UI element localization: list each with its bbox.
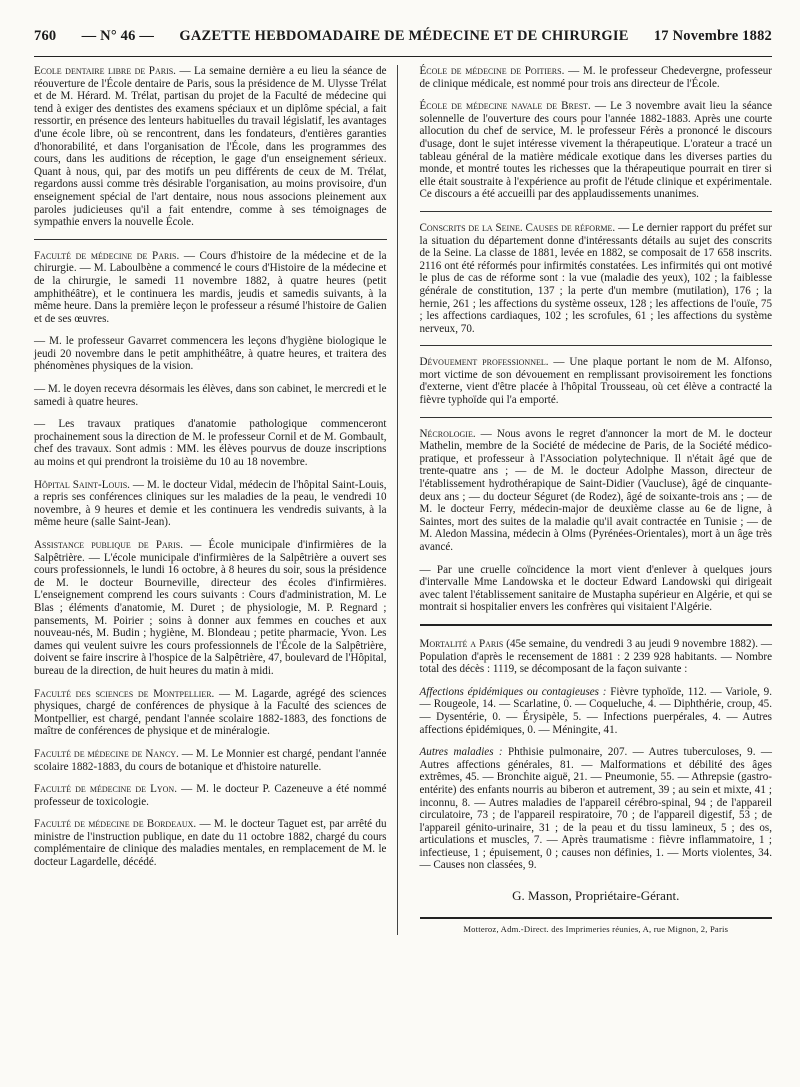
article: — M. le professeur Gavarret commencera les leçons d'hygiène biologique le jeudi 20 novembre dans le petit amphithéâtre, à quatre heures, et traitera des phénomènes physiques de la vision.	[34, 335, 387, 373]
article: Mortalité a Paris (45e semaine, du vendredi 3 au jeudi 9 novembre 1882). — Population d'après le recensement de 1881 : 2 239 928 habitants. — Nombre total des décès : 1119, se décomposant de la façon suivante :	[419, 637, 772, 676]
header-rule	[34, 56, 772, 57]
article: Autres maladies : Phthisie pulmonaire, 207. — Autres tuberculoses, 9. — Autres affections générales, 81. — Malformations et débilité des âges extrêmes, 45. — Bronchite aiguë, 21. — Pneumonie, 55. — Athrepsie (gastro-entérite) des enfants nourris au biberon et autrement, 39 ; au sein et mixte, 41 ; inconnu, 8. — Autres maladies de l'appareil cérébro-spinal, 94 ; de l'appareil circulatoire, 73 ; de l'appareil respiratoire, 70 ; de l'appareil digestif, 53 ; de l'appareil génito-urinaire, 31 ; de la peau et du tissu lamineux, 5 ; des os, articulations et muscles, 7. — Après traumatisme : fièvre inflammatoire, 1 ; infectieuse, 1 ; épuisement, 0 ; causes non définies, 1. — Morts violentes, 34. — Causes non classées, 9.	[419, 746, 772, 872]
article: Conscrits de la Seine. Causes de réforme. — Le dernier rapport du préfet sur la situation du département donne d'intéressants détails au sujet des conscrits de la Seine. La classe de 1881, levée en 1882, se composait de 17 658 inscrits. 2116 ont été réformés pour infirmités constatées. Les infirmités qui ont motivé le plus de cas de réforme sont : la vue (maladie des yeux), 102 ; la faiblesse générale de constitution, 137 ; la perte d'un membre (mutilation), 176 ; la hernie, 261 ; les affections du système osseux, 128 ; les affections de l'ouïe, 75 ; les affections cardiaques, 102 ; les scrofules, 61 ; les affections du système nerveux, 70.	[419, 221, 772, 335]
article: Faculté des sciences de Montpellier. — M. Lagarde, agrégé des sciences physiques, chargé de conférences de physique à la Faculté des sciences de Montpellier, est chargé, pendant l'année scolaire 1882-1883, des fonctions de maître de conférences de physique et de minéralogie.	[34, 687, 387, 738]
article: Assistance publique de Paris. — École municipale d'infirmières de la Salpêtrière. — L'école municipale d'infirmières de la Salpêtrière a ouvert ses cours professionnels, le lundi 16 octobre, à 8 heures du soir, sous la présidence de M. le docteur Bourneville, directeur des écoles d'infirmières. L'enseignement comprend les cours suivants : Cours d'administration, M. Le Blas ; éléments d'anatomie, M. Duret ; de physiologie, M. P. Regnard ; pansements, M. Poirier ; soins à donner aux femmes en couches et aux nouveau-nés, M. Budin ; hygiène, M. Blondeau ; petite pharmacie, Yvon. Les dames qui veulent suivre les cours professionnels de l'École de la Salpêtrière, doivent se faire inscrire à l'hospice de la Salpêtrière, 47, boulevard de l'Hôpital, bureau de la direction, de huit heures du matin à midi.	[34, 539, 387, 677]
page-number: 760	[34, 28, 57, 44]
newspaper-page	[34, 28, 772, 1078]
article: Hôpital Saint-Louis. — M. le docteur Vidal, médecin de l'hôpital Saint-Louis, a repris ses conférences cliniques sur les maladies de la peau, le vendredi 10 novembre, à 9 heures et demie et les continuera les vendredis suivants, à la même heure (salle Saint-Jean).	[34, 478, 387, 529]
article-divider	[420, 417, 773, 418]
article: Ecole dentaire libre de Paris. — La semaine dernière a eu lieu la séance de réouverture de l'École dentaire de Paris, sous la présidence de M. Ulysse Trélat et de M. Hérard. M. Trélat, partisan du projet de la Faculté de médecine qui tend à exiger des dentistes des examens spéciaux et un diplôme spécial, a fait ressortir, en présence des lenteurs habituelles du travail législatif, les avantages d'une école libre, où se rencontrent, dans les fondateurs, d'entières garanties d'honorabilité, et dans l'organisation de l'École, dans les programmes des cours, dans les auditions de réception, le gage d'un enseignement sérieux. Quant à nous, qui, par des motifs un peu différents de ceux de M. Trélat, regardons aussi comme très désirable l'organisation, au moins provisoire, d'un enseignement spécial de l'art dentaire, nous nous associons pleinement aux paroles judicieuses qu'il a fait entendre, comme à ses témoignages de sympathie envers la nouvelle École.	[34, 65, 387, 229]
article: — M. le doyen recevra désormais les élèves, dans son cabinet, le mercredi et le samedi à quatre heures.	[34, 383, 387, 408]
article: École de médecine navale de Brest. — Le 3 novembre avait lieu la séance solennelle de l'ouverture des cours pour l'année 1882-1883. Après une courte allocution du chef de service, M. le professeur Férès a prononcé le discours d'usage, dont le sujet intéresse vivement la thérapeutique. L'orateur a tracé un tableau général de la matière médicale exotique dans les diverses parties du monde, et montré toutes les richesses que la thérapeutique pourrait en tirer si elle était soustraite à l'expérience au profit de l'étude clinique et expérimentale. Ce discours a été accueilli par des applaudissements unanimes.	[419, 100, 772, 201]
journal-title: GAZETTE HEBDOMADAIRE DE MÉDECINE ET DE CHIRURGIE	[179, 28, 629, 44]
left-column	[34, 65, 398, 935]
article: Faculté de médecine de Lyon. — M. le docteur P. Cazeneuve a été nommé professeur de toxicologie.	[34, 783, 387, 808]
article-divider	[420, 211, 773, 212]
article: Faculté de médecine de Nancy. — M. Le Monnier est chargé, pendant l'année scolaire 1882-1883, du cours de botanique et d'histoire naturelle.	[34, 747, 387, 773]
issue-date: 17 Novembre 1882	[653, 28, 772, 44]
right-column	[420, 65, 773, 935]
columns	[34, 65, 772, 935]
article: — Par une cruelle coïncidence la mort vient d'enlever à quelques jours d'intervalle Mme Landowska et le docteur Edward Landowski qui dirigeait avec talent l'établissement sanitaire de Mustapha supérieur en Algérie, et qui se montrait si hospitalier envers les confrères qui visitaient l'Algérie.	[419, 563, 772, 614]
page-header	[34, 28, 772, 50]
article: — Les travaux pratiques d'anatomie pathologique commenceront prochainement sous la direction de M. le professeur Cornil et de M. Gombault, chef des travaux. Sont admis : MM. les élèves pourvus de douze inscriptions au moins et qui prendront la troisième du 10 au 18 novembre.	[34, 418, 387, 469]
article: Affections épidémiques ou contagieuses : Fièvre typhoïde, 112. — Variole, 9. — Rougeole, 14. — Scarlatine, 0. — Coqueluche, 4. — Diphthérie, croup, 45. — Dysentérie, 0. — Érysipèle, 5. — Infections puerpérales, 4. — Autres affections épidémiques, 0. — Méningite, 41.	[419, 685, 772, 736]
issue-number: — N° 46 —	[81, 28, 155, 44]
signature: G. Masson, Propriétaire-Gérant.	[512, 888, 680, 904]
article-divider	[420, 345, 773, 346]
article-divider	[34, 239, 387, 240]
section-divider	[420, 624, 773, 626]
article: Dévouement professionnel. — Une plaque portant le nom de M. Alfonso, mort victime de son dévouement en remplissant provisoirement les fonctions d'externe, vient d'être placée à l'hôpital Trousseau, où cet élève a contracté la fièvre typhoïde qui l'a emporté.	[419, 356, 772, 407]
article: Faculté de médecine de Bordeaux. — M. le docteur Taguet est, par arrêté du ministre de l'instruction publique, en date du 11 octobre 1882, chargé du cours complémentaire de clinique des maladies mentales, en remplacement de M. le docteur Lagardelle, décédé.	[34, 818, 387, 869]
article: Faculté de médecine de Paris. — Cours d'histoire de la médecine et de la chirurgie. — M. Laboulbène a commencé le cours d'Histoire de la médecine et de la chirurgie, le samedi 11 novembre 1882, à quatre heures (petit amphithéâtre), et le continuera les mardis, jeudis et samedis suivants, à la même heure. Dans la première leçon le professeur a résumé l'histoire de Galien et de ses œuvres.	[34, 249, 387, 325]
article: École de médecine de Poitiers. — M. le professeur Chedevergne, professeur de clinique médicale, est nommé pour trois ans directeur de l'École.	[419, 65, 772, 90]
article: Nécrologie. — Nous avons le regret d'annoncer la mort de M. le docteur Mathelin, membre de la Société de médecine de Paris, de la Société médico-pratique, et professeur à l'Association polytechnique. Il n'était âgé que de trente-quatre ans ; — de M. le docteur Adolphe Masson, directeur de l'établissement hydrothérapique de Saint-Didier (Vaucluse), âgé de cinquante-deux ans ; — du docteur Séguret (de Rodez), âgé de soixante-trois ans ; — de M. le docteur Ferry, médecin-major de deuxième classe au 6e de ligne, à Saintes, mort des suites de la maladie qu'il avait contractée en Tunisie ; — de M. Aledon Massina, médecin à Olms (Pyrénées-Orientales), mort à un âge très avancé.	[419, 427, 772, 553]
printer-imprint: Motteroz, Adm.-Direct. des Imprimeries réunies, A, rue Mignon, 2, Paris	[420, 917, 773, 936]
